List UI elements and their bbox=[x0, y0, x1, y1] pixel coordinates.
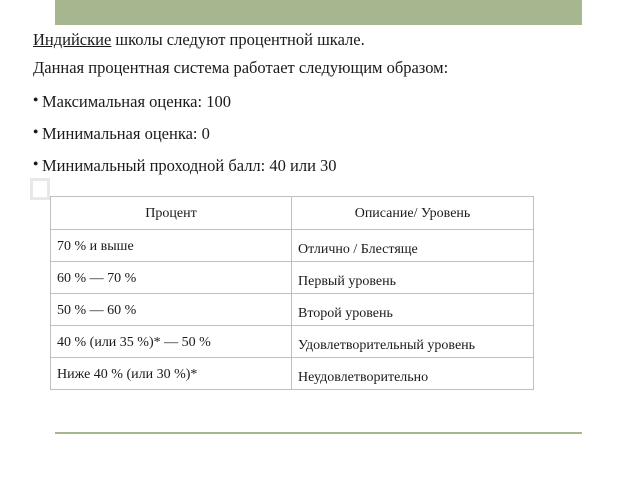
header-percent: Процент bbox=[51, 197, 292, 230]
table-row bbox=[51, 294, 534, 326]
table-header-row bbox=[51, 197, 534, 230]
description-paragraph: Данная процентная система работает следующим образом: bbox=[33, 58, 449, 77]
cell-percent: 50 % — 60 % bbox=[51, 294, 292, 326]
cell-description: Первый уровень bbox=[292, 262, 534, 294]
bullet-text: Максимальная оценка: 100 bbox=[42, 92, 231, 111]
bullet-list bbox=[33, 92, 613, 188]
decorative-block bbox=[30, 178, 50, 200]
grades-table bbox=[50, 196, 534, 390]
cell-percent: 60 % — 70 % bbox=[51, 262, 292, 294]
bullet-item bbox=[33, 156, 613, 188]
bullet-text: Минимальный проходной балл: 40 или 30 bbox=[42, 156, 337, 175]
intro-underlined-word: Индийские bbox=[33, 30, 112, 49]
bullet-item bbox=[33, 124, 613, 156]
bullet-item bbox=[33, 92, 613, 124]
cell-description: Удовлетворительный уровень bbox=[292, 326, 534, 358]
bullet-icon: ● bbox=[33, 94, 39, 104]
slide-content bbox=[33, 30, 613, 188]
bullet-text: Минимальная оценка: 0 bbox=[42, 124, 210, 143]
cell-percent: 40 % (или 35 %)* — 50 % bbox=[51, 326, 292, 358]
bottom-accent-line bbox=[55, 432, 582, 434]
intro-paragraph bbox=[33, 30, 613, 58]
table-row bbox=[51, 230, 534, 262]
table-row bbox=[51, 262, 534, 294]
table-row bbox=[51, 358, 534, 390]
top-accent-band bbox=[55, 0, 582, 25]
bullet-icon: ● bbox=[33, 158, 39, 168]
table-row bbox=[51, 326, 534, 358]
cell-percent: Ниже 40 % (или 30 %)* bbox=[51, 358, 292, 390]
cell-description: Отлично / Блестяще bbox=[292, 230, 534, 262]
header-description: Описание/ Уровень bbox=[292, 197, 534, 230]
cell-description: Второй уровень bbox=[292, 294, 534, 326]
intro-rest: школы следуют процентной шкале. bbox=[111, 30, 365, 49]
bullet-icon: ● bbox=[33, 126, 39, 136]
cell-description: Неудовлетворительно bbox=[292, 358, 534, 390]
cell-percent: 70 % и выше bbox=[51, 230, 292, 262]
